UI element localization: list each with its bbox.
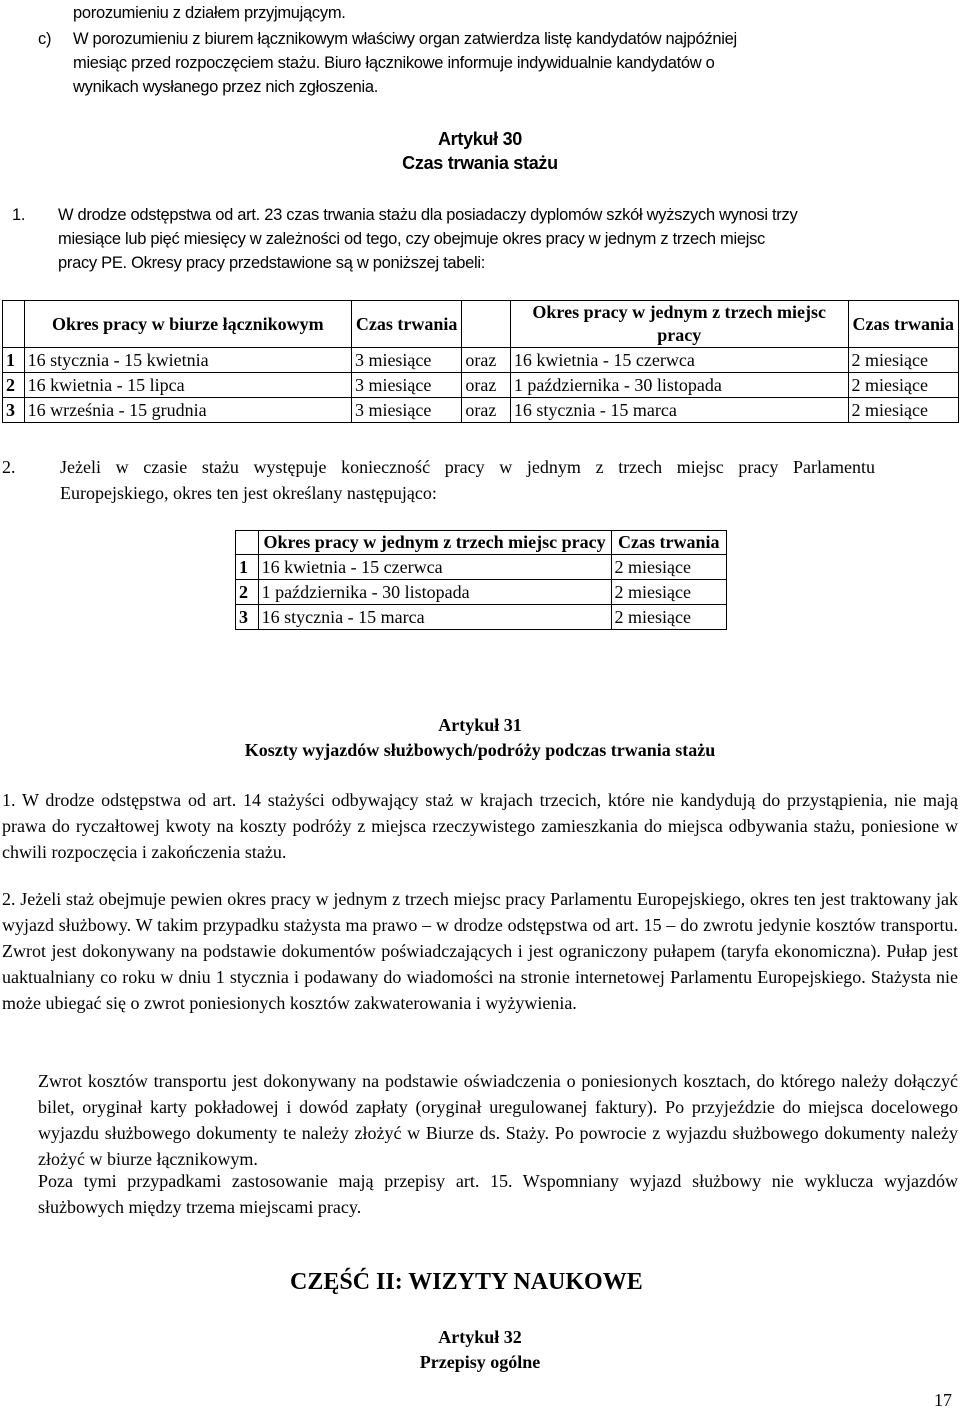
row-number: 1 [236,555,259,580]
part-heading: CZĘŚĆ II: WIZYTY NAUKOWE [290,1269,643,1295]
table-row [3,348,959,373]
list-marker-c: c) [38,30,52,48]
table-header-row [3,301,959,348]
paragraph-number: 1. [12,206,26,224]
table-cell: 3 miesiące [351,398,461,423]
table-cell: 16 stycznia - 15 marca [510,398,848,423]
table-row [236,605,727,630]
text-line: porozumieniu z działem przyjmującym. [73,4,346,22]
table-header-cell: Czas trwania [351,301,461,348]
table-cell: 3 miesiące [351,373,461,398]
paragraph-number: 2. [2,457,16,477]
text-line: W porozumieniu z biurem łącznikowym właściwy organ zatwierdza listę kandydatów najpóźniej [73,30,737,48]
table-cell: oraz [462,373,511,398]
paragraph: Poza tymi przypadkami zastosowanie mają przepisy art. 15. Wspomniany wyjazd służbowy nie wyklucza wyjazdów służbowych między trzema miejscami pracy. [38,1171,958,1217]
table-cell: 16 kwietnia - 15 czerwca [258,555,611,580]
table-cell: oraz [462,398,511,423]
table-cell: 16 września - 15 grudnia [24,398,351,423]
text-line: wynikach wysłanego przez nich zgłoszenia. [73,78,379,96]
duration-table-1 [2,300,959,423]
table-cell: 2 miesiące [611,605,726,630]
table-cell: 2 miesiące [611,580,726,605]
table-header-cell [3,301,25,348]
table-header-cell: Czas trwania [848,301,959,348]
table-row [236,555,727,580]
row-number: 3 [236,605,259,630]
table-cell: 2 miesiące [611,555,726,580]
row-number: 1 [3,348,25,373]
article-subheading: Czas trwania stażu [402,153,558,173]
table-header-cell [236,531,259,555]
table-cell: 2 miesiące [848,348,959,373]
page-number: 17 [934,1390,952,1410]
article-heading: Artykuł 32 [438,1327,522,1347]
row-number: 3 [3,398,25,423]
table-cell: oraz [462,348,511,373]
table-header-cell [462,301,511,348]
table-header-row [236,531,727,555]
text-line: W drodze odstępstwa od art. 23 czas trwania stażu dla posiadaczy dyplomów szkół wyższych wynosi trzy [58,206,798,224]
table-cell: 2 miesiące [848,373,959,398]
paragraph: 1. W drodze odstępstwa od art. 14 stażyści odbywający staż w krajach trzecich, które nie kandydują do przystąpienia, nie mają prawa do ryczałtowej kwoty na koszty podróży z miejsca rzeczywistego zamieszkania do miejsca odbywania stażu, poniesione w chwili rozpoczęcia i zakończenia stażu. [2,790,958,862]
article-subheading: Przepisy ogólne [419,1352,541,1372]
table-header-cell: Okres pracy w biurze łącznikowym [24,301,351,348]
table-cell: 2 miesiące [848,398,959,423]
table-cell: 16 kwietnia - 15 lipca [24,373,351,398]
paragraph: 2. Jeżeli staż obejmuje pewien okres pracy w jednym z trzech miejsc pracy Parlamentu Europejskiego, okres ten jest traktowany jak wyjazd służbowy. W takim przypadku stażysta ma prawo – w drodze odstępstwa od art. 15 – do zwrotu jedynie kosztów transportu. Zwrot jest dokonywany na podstawie dokumentów poświadczających i jest ograniczony pułapem (taryfa ekonomiczna). Pułap jest uaktualniany co roku w dniu 1 stycznia i podawany do wiadomości na stronie internetowej Parlamentu Europejskiego. Stażysta nie może ubiegać się o zwrot poniesionych kosztów zakwaterowania i wyżywienia. [2,889,958,1013]
table-row [3,398,959,423]
text-line: pracy PE. Okresy pracy przedstawione są w poniższej tabeli: [58,254,486,272]
row-number: 2 [3,373,25,398]
table-row [236,580,727,605]
table-cell: 16 stycznia - 15 kwietnia [24,348,351,373]
text-line: Europejskiego, okres ten jest określany następująco: [60,483,437,503]
paragraph: Zwrot kosztów transportu jest dokonywany na podstawie oświadczenia o poniesionych kosztach, do którego należy dołączyć bilet, oryginał karty pokładowej i dowód zapłaty (oryginał uregulowanej faktury). Po przyjeździe do miejsca docelowego wyjazdu służbowego dokumenty te należy złożyć w Biurze ds. Staży. Po powrocie z wyjazdu służbowego dokumenty należy złożyć w biurze łącznikowym. [38,1071,958,1169]
table-header-cell: Okres pracy w jednym z trzech miejsc pracy [510,301,848,348]
table-cell: 16 stycznia - 15 marca [258,605,611,630]
table-cell: 1 października - 30 listopada [258,580,611,605]
table-cell: 3 miesiące [351,348,461,373]
article-heading: Artykuł 30 [437,129,523,149]
text-line: Jeżeli w czasie stażu występuje konieczność pracy w jednym z trzech miejsc pracy Parlamentu [60,457,875,477]
table-header-cell: Czas trwania [611,531,726,555]
table-cell: 16 kwietnia - 15 czerwca [510,348,848,373]
text-line: miesiąc przed rozpoczęciem stażu. Biuro łącznikowe informuje indywidualnie kandydatów o [73,54,715,72]
table-header-cell: Okres pracy w jednym z trzech miejsc pracy [258,531,611,555]
duration-table-2 [235,530,727,630]
article-subheading: Koszty wyjazdów służbowych/podróży podczas trwania stażu [244,740,716,760]
text-line: miesiące lub pięć miesięcy w zależności od tego, czy obejmuje okres pracy w jednym z trzech miejsc [58,230,765,248]
row-number: 2 [236,580,259,605]
article-heading: Artykuł 31 [438,715,522,735]
table-cell: 1 października - 30 listopada [510,373,848,398]
table-row [3,373,959,398]
